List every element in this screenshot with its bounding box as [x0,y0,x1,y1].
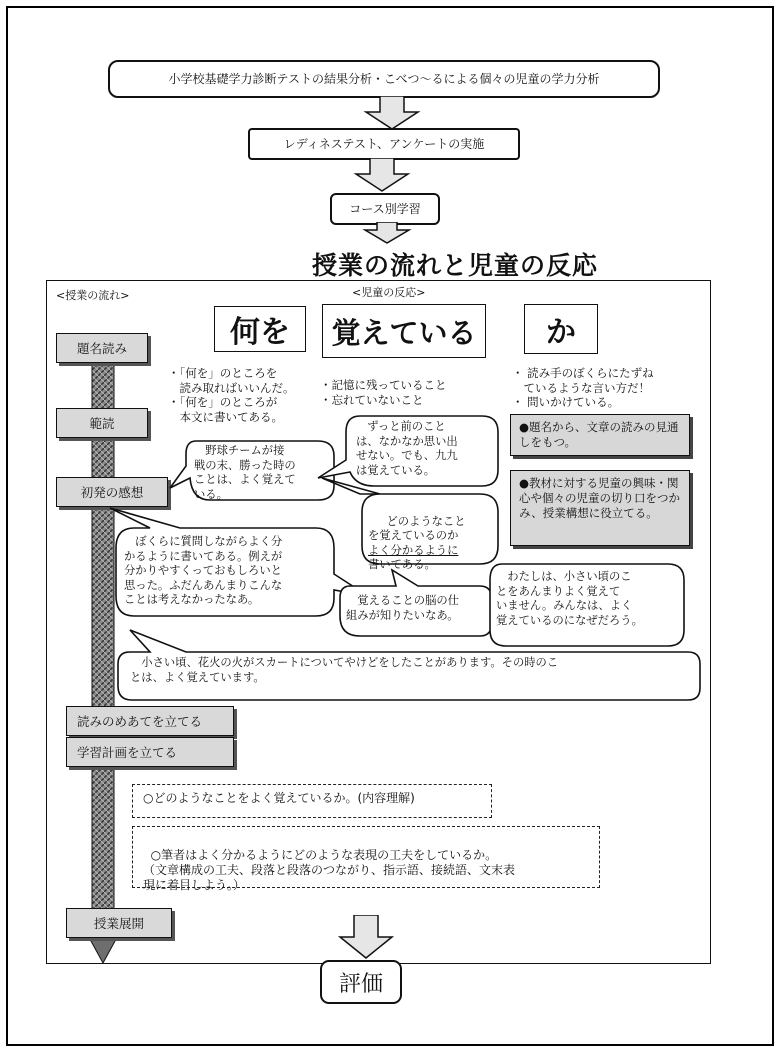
flow-box-analysis-text: 小学校基礎学力診断テストの結果分析・こべつ～るによる個々の児童の学力分析 [168,71,600,86]
keyword-ka: か [524,304,598,354]
note-title-outlook-text: ●題名から、文章の読みの見通しをもつ。 [519,420,679,449]
down-arrow-4 [336,915,396,959]
step-reading-goal-text: 読みのめあてを立てる [77,714,203,729]
keyword-what: 何を [214,306,306,352]
flow-box-readiness-text: レディネステスト、アンケートの実施 [283,136,485,151]
evaluation-box [320,960,402,1004]
bubble-fireworks: 小さい頃、花火の火がスカートについてやけどをしたことがあります。その時のこ とは、よく覚えています。 [130,656,559,684]
step-model-reading-text: 範読 [89,416,115,431]
evaluation-text: 評価 [338,971,383,997]
plan-content-understanding [132,784,492,818]
reaction-col3: ・ 読み手のぼくらにたずね ているような言い方だ！ ・ 問いかけている。 [512,366,654,409]
bubble-brain: 覚えることの脳の仕 組みが知りたいなあ。 [346,594,459,622]
bubble-baseball: 野球チームが接 戦の末、勝った時の ことは、よく覚えて いる。 [194,444,296,501]
step-title-reading-text: 題名読み [76,341,127,356]
bubble-long-ago: ずっと前のこと は、なかなか思い出 せない。でも、九九 は覚えている。 [356,420,458,477]
plan-expression-text: ○筆者はよく分かるようにどのような表現の工夫をしているか。 （文章構成の工夫、段落と段落のつながり、指示語、接続語、文末表 現に着目しよう。） [143,848,516,892]
reaction-col2: ・記憶に残っていること ・忘れていないこと [320,378,447,407]
step-lesson-development-text: 授業展開 [93,916,144,931]
note-interest-text: ●教材に対する児童の興味・関心や個々の児童の切り口をつかみ、授業構想に役立てる。 [519,476,680,520]
step-study-plan-text: 学習計画を立てる [77,745,178,760]
plan-content-understanding-text: ○どのようなことをよく覚えているか。(内容理解) [143,791,415,805]
keyword-remember: 覚えている [322,304,486,358]
step-first-impression-text: 初発の感想 [80,485,144,500]
label-reaction: <児童の反応> [352,286,426,299]
bubble-what-kind-text-a: どのようなこと を覚えているのか [368,514,466,542]
label-flow: <授業の流れ> [56,289,130,302]
flow-box-course-text: コース別学習 [349,201,421,216]
plan-expression [132,826,600,892]
bubble-what-kind [368,500,498,573]
bubble-what-kind-text-b: 書いてある。 [368,558,436,571]
bubble-childhood: わたしは、小さい頃のこ とをあんまりよく覚えて いません。みんなは、よく 覚えているのになぜだろう。 [496,570,643,627]
reaction-col1: ・「何を」のところを 読み取ればいいんだ。 ・「何を」のところが 本文に書いてある。 [168,366,295,424]
bubble-what-kind-underline: よく分かるように [368,543,459,557]
page-title: 授業の流れと児童の反応 [312,251,599,280]
bubble-question: ぼくらに質問しながらよく分 かるように書いてある。例えが 分かりやすくっておもしろいと 思った。ふだんあんまりこんな ことは考えなかったなあ。 [124,535,283,606]
